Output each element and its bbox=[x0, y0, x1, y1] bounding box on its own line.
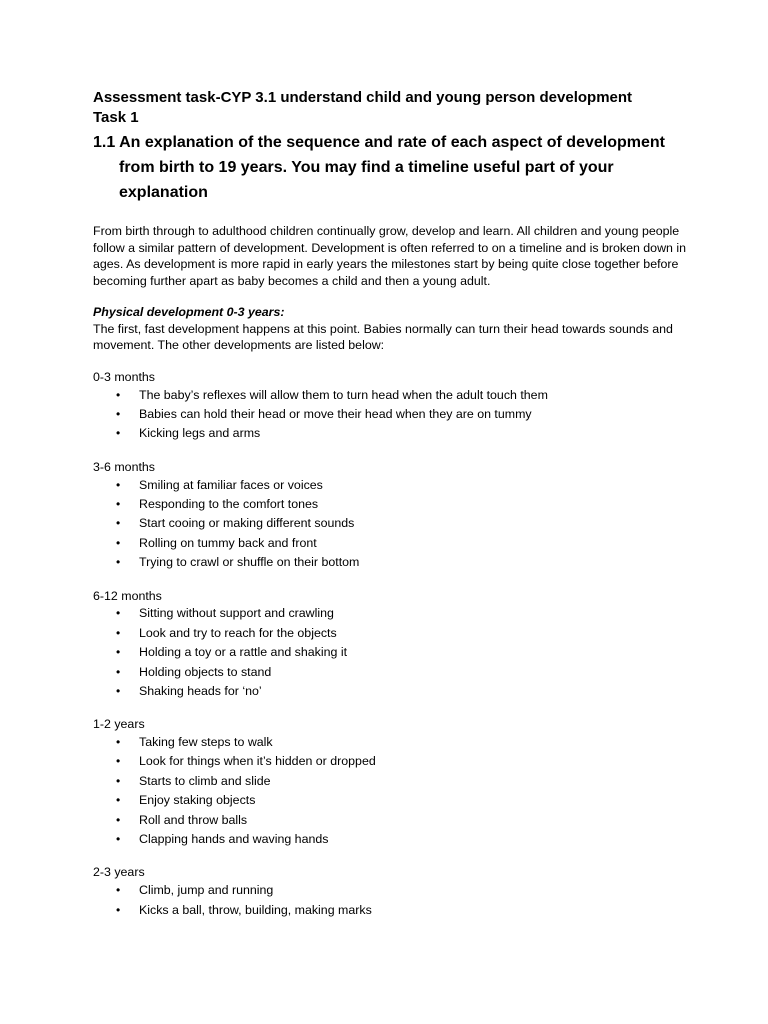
milestone-item bbox=[93, 682, 703, 701]
task-label: Task 1 bbox=[93, 109, 139, 126]
milestone-text: Look and try to reach for the objects bbox=[139, 625, 337, 640]
milestone-text: Shaking heads for ‘no’ bbox=[139, 683, 262, 698]
milestone-list bbox=[93, 476, 703, 573]
bullet-icon: • bbox=[116, 477, 121, 492]
milestone-list bbox=[93, 733, 703, 849]
bullet-icon: • bbox=[116, 426, 121, 441]
milestone-item bbox=[93, 733, 703, 752]
milestone-list bbox=[93, 881, 703, 920]
milestone-text: Kicking legs and arms bbox=[139, 426, 261, 441]
bullet-icon: • bbox=[116, 645, 121, 660]
bullet-icon: • bbox=[116, 883, 121, 898]
milestone-text: Roll and throw balls bbox=[139, 812, 248, 827]
milestone-list bbox=[93, 604, 703, 701]
age-group bbox=[93, 459, 703, 573]
milestone-text: Sitting without support and crawling bbox=[139, 606, 334, 621]
age-group bbox=[93, 716, 703, 849]
bullet-icon: • bbox=[116, 606, 121, 621]
milestone-item bbox=[93, 476, 703, 495]
milestone-item bbox=[93, 424, 703, 443]
milestone-text: Rolling on tummy back and front bbox=[139, 535, 317, 550]
bullet-icon: • bbox=[116, 664, 121, 679]
age-group-label: 0-3 months bbox=[93, 369, 155, 384]
bullet-icon: • bbox=[116, 754, 121, 769]
bullet-icon: • bbox=[116, 902, 121, 917]
section-heading: Physical development 0-3 years: bbox=[93, 304, 285, 319]
question-heading: 1.1 An explanation of the sequence and rate of each aspect of development from birth to 19 years. You may find a timeline useful part of your explanation bbox=[93, 134, 665, 201]
section-intro: The first, fast development happens at this point. Babies normally can turn their head towards sounds and movement. The other developments are listed below: bbox=[93, 321, 673, 353]
bullet-icon: • bbox=[116, 407, 121, 422]
milestone-text: The baby’s reflexes will allow them to turn head when the adult touch them bbox=[139, 387, 548, 402]
milestone-item bbox=[93, 901, 703, 920]
milestone-text: Starts to climb and slide bbox=[139, 773, 271, 788]
milestone-item bbox=[93, 604, 703, 623]
milestone-text: Taking few steps to walk bbox=[139, 735, 273, 750]
development-groups bbox=[93, 369, 703, 920]
intro-paragraph: From birth through to adulthood children continually grow, develop and learn. All children and young people follow a similar pattern of development. Development is often referred to on a timeline and is broken down in ages. As development is more rapid in early years the milestones start by being quite close together before becoming further apart as baby becomes a child and then a young adult. bbox=[93, 224, 687, 289]
age-group-label: 6-12 months bbox=[93, 588, 162, 603]
milestone-text: Enjoy staking objects bbox=[139, 793, 256, 808]
milestone-list bbox=[93, 386, 703, 444]
bullet-icon: • bbox=[116, 625, 121, 640]
milestone-text: Smiling at familiar faces or voices bbox=[139, 477, 323, 492]
milestone-text: Responding to the comfort tones bbox=[139, 496, 319, 511]
milestone-item bbox=[93, 624, 703, 643]
milestone-text: Holding objects to stand bbox=[139, 664, 272, 679]
milestone-item bbox=[93, 495, 703, 514]
bullet-icon: • bbox=[116, 793, 121, 808]
bullet-icon: • bbox=[116, 387, 121, 402]
milestone-item bbox=[93, 405, 703, 424]
milestone-item bbox=[93, 514, 703, 533]
document-page bbox=[93, 88, 703, 920]
document-title: Assessment task-CYP 3.1 understand child and young person development bbox=[93, 89, 633, 106]
bullet-icon: • bbox=[116, 516, 121, 531]
milestone-text: Look for things when it’s hidden or dropped bbox=[139, 754, 376, 769]
milestone-item bbox=[93, 830, 703, 849]
milestone-text: Start cooing or making different sounds bbox=[139, 516, 355, 531]
bullet-icon: • bbox=[116, 555, 121, 570]
milestone-item bbox=[93, 791, 703, 810]
bullet-icon: • bbox=[116, 832, 121, 847]
milestone-item bbox=[93, 752, 703, 771]
bullet-icon: • bbox=[116, 535, 121, 550]
bullet-icon: • bbox=[116, 812, 121, 827]
milestone-text: Clapping hands and waving hands bbox=[139, 832, 329, 847]
milestone-text: Holding a toy or a rattle and shaking it bbox=[139, 645, 348, 660]
age-group bbox=[93, 588, 703, 702]
bullet-icon: • bbox=[116, 683, 121, 698]
milestone-item bbox=[93, 553, 703, 572]
milestone-item bbox=[93, 643, 703, 662]
milestone-item bbox=[93, 772, 703, 791]
age-group bbox=[93, 369, 703, 444]
milestone-item bbox=[93, 811, 703, 830]
bullet-icon: • bbox=[116, 496, 121, 511]
milestone-item bbox=[93, 534, 703, 553]
milestone-item bbox=[93, 881, 703, 900]
milestone-text: Trying to crawl or shuffle on their bottom bbox=[139, 555, 360, 570]
milestone-text: Babies can hold their head or move their head when they are on tummy bbox=[139, 407, 532, 422]
age-group-label: 3-6 months bbox=[93, 459, 155, 474]
milestone-text: Climb, jump and running bbox=[139, 883, 274, 898]
age-group bbox=[93, 864, 703, 920]
age-group-label: 1-2 years bbox=[93, 717, 145, 732]
milestone-item bbox=[93, 663, 703, 682]
age-group-label: 2-3 years bbox=[93, 865, 145, 880]
bullet-icon: • bbox=[116, 735, 121, 750]
milestone-text: Kicks a ball, throw, building, making marks bbox=[139, 902, 372, 917]
milestone-item bbox=[93, 386, 703, 405]
bullet-icon: • bbox=[116, 773, 121, 788]
